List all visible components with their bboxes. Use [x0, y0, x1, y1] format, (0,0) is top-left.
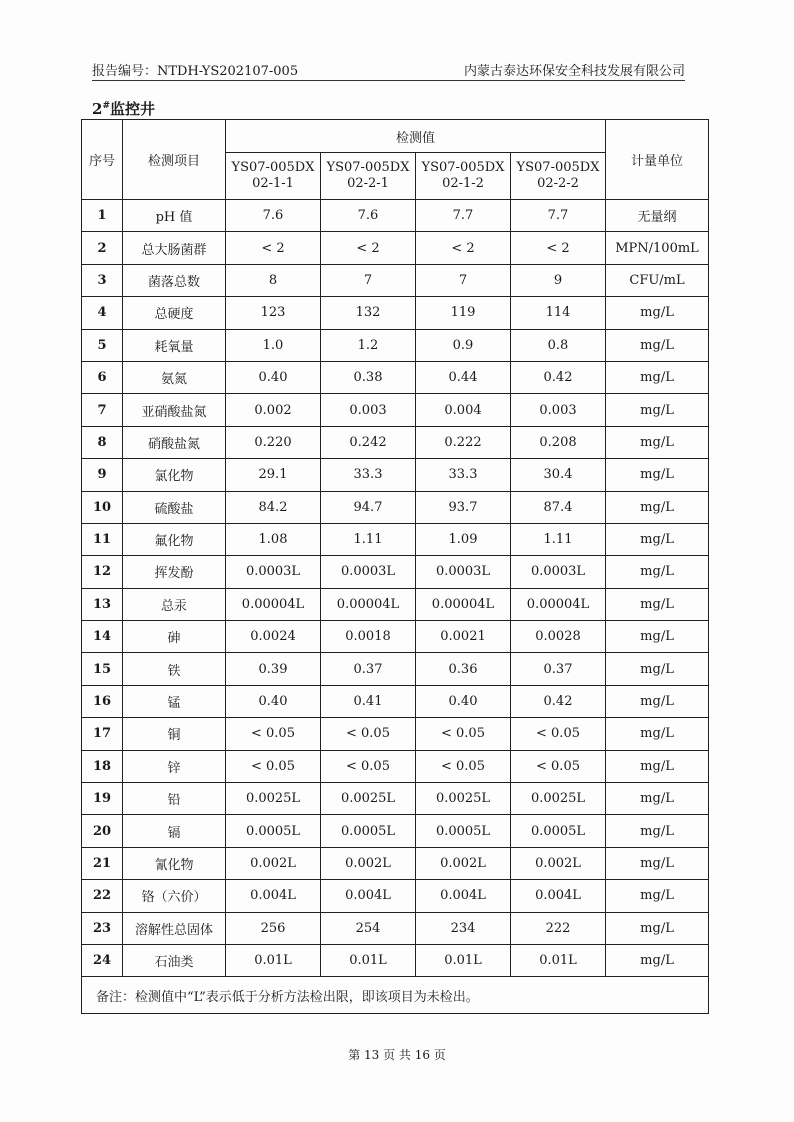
value-cell: 0.0003L: [321, 556, 416, 588]
table-row: [82, 783, 709, 815]
value-cell: 114: [511, 297, 606, 329]
value-cell: 0.0003L: [511, 556, 606, 588]
unit-cell: mg/L: [606, 944, 709, 976]
value-cell: 0.0025L: [511, 783, 606, 815]
table-row: [82, 426, 709, 458]
value-cell: 222: [511, 912, 606, 944]
table-row: [82, 232, 709, 264]
value-cell: 0.41: [321, 685, 416, 717]
item-name: 锰: [123, 685, 226, 717]
row-number: 17: [82, 718, 123, 750]
table-row: [82, 621, 709, 653]
value-cell: 0.0021: [416, 621, 511, 653]
page-number: 第 13 页 共 16 页: [348, 1048, 446, 1062]
value-cell: 0.002L: [321, 847, 416, 879]
item-name: 石油类: [123, 944, 226, 976]
value-cell: 234: [416, 912, 511, 944]
value-cell: 256: [226, 912, 321, 944]
unit-cell: MPN/100mL: [606, 232, 709, 264]
item-name: 氯化物: [123, 459, 226, 491]
row-number: 5: [82, 329, 123, 361]
row-number: 14: [82, 621, 123, 653]
section-title: [92, 98, 155, 119]
value-cell: 0.002L: [511, 847, 606, 879]
unit-cell: mg/L: [606, 523, 709, 555]
value-cell: 1.0: [226, 329, 321, 361]
value-cell: 0.002: [226, 394, 321, 426]
value-cell: 0.40: [416, 685, 511, 717]
value-cell: < 0.05: [321, 750, 416, 782]
item-name: 氟化物: [123, 523, 226, 555]
table-row: [82, 556, 709, 588]
value-cell: 0.004L: [416, 880, 511, 912]
value-cell: 0.003: [511, 394, 606, 426]
table-row: [82, 880, 709, 912]
unit-cell: mg/L: [606, 912, 709, 944]
value-cell: < 0.05: [511, 718, 606, 750]
value-cell: 0.42: [511, 361, 606, 393]
value-cell: 1.11: [321, 523, 416, 555]
item-name: 硝酸盐氮: [123, 426, 226, 458]
value-cell: 1.11: [511, 523, 606, 555]
table-note: 备注：检测值中“L”表示低于分析方法检出限，即该项目为未检出。: [82, 977, 709, 1014]
row-number: 19: [82, 783, 123, 815]
value-cell: < 2: [416, 232, 511, 264]
value-cell: 7: [321, 264, 416, 296]
unit-cell: mg/L: [606, 394, 709, 426]
value-cell: 9: [511, 264, 606, 296]
value-cell: 7.6: [226, 200, 321, 232]
value-cell: < 0.05: [416, 718, 511, 750]
sample-id-line: 02-1-2: [442, 176, 484, 191]
value-cell: 123: [226, 297, 321, 329]
value-cell: 0.01L: [416, 944, 511, 976]
item-name: 砷: [123, 621, 226, 653]
sample-header: [321, 153, 416, 200]
results-table: [81, 119, 709, 1014]
sample-id-line: YS07-005DX: [421, 160, 505, 175]
table-row: [82, 685, 709, 717]
value-cell: 0.004L: [321, 880, 416, 912]
value-cell: < 0.05: [321, 718, 416, 750]
sample-id-line: YS07-005DX: [231, 160, 315, 175]
value-cell: 0.0025L: [321, 783, 416, 815]
value-cell: 0.242: [321, 426, 416, 458]
report-number: 报告编号：NTDH-YS202107-005: [92, 64, 299, 79]
table-row: [82, 847, 709, 879]
value-cell: 0.39: [226, 653, 321, 685]
value-cell: 0.00004L: [226, 588, 321, 620]
sample-id-line: 02-2-1: [347, 176, 389, 191]
value-cell: 1.2: [321, 329, 416, 361]
item-name: 亚硝酸盐氮: [123, 394, 226, 426]
value-cell: 0.0025L: [226, 783, 321, 815]
value-cell: 30.4: [511, 459, 606, 491]
value-cell: 0.208: [511, 426, 606, 458]
row-number: 13: [82, 588, 123, 620]
value-cell: 0.01L: [511, 944, 606, 976]
unit-cell: mg/L: [606, 718, 709, 750]
table-row: [82, 588, 709, 620]
value-cell: 0.40: [226, 361, 321, 393]
value-cell: 0.38: [321, 361, 416, 393]
sample-id-line: YS07-005DX: [516, 160, 600, 175]
item-name: 铬（六价）: [123, 880, 226, 912]
item-name: 总大肠菌群: [123, 232, 226, 264]
value-cell: < 2: [511, 232, 606, 264]
unit-cell: mg/L: [606, 880, 709, 912]
company-name: 内蒙古泰达环保安全科技发展有限公司: [463, 64, 685, 79]
value-cell: 0.01L: [321, 944, 416, 976]
value-cell: 0.002L: [416, 847, 511, 879]
row-number: 24: [82, 944, 123, 976]
unit-cell: mg/L: [606, 847, 709, 879]
header-values: 检测值: [226, 120, 606, 153]
item-name: 铜: [123, 718, 226, 750]
row-number: 8: [82, 426, 123, 458]
page-header: [92, 60, 685, 81]
table-row: [82, 297, 709, 329]
value-cell: 0.004L: [226, 880, 321, 912]
sample-header: [416, 153, 511, 200]
section-title-text: 监控井: [109, 100, 155, 118]
unit-cell: mg/L: [606, 750, 709, 782]
table-row: [82, 944, 709, 976]
value-cell: 8: [226, 264, 321, 296]
row-number: 3: [82, 264, 123, 296]
section-title-number: 2: [92, 100, 103, 118]
value-cell: 0.003: [321, 394, 416, 426]
unit-cell: mg/L: [606, 783, 709, 815]
item-name: 铁: [123, 653, 226, 685]
value-cell: 0.0005L: [416, 815, 511, 847]
section-title-sup: #: [102, 101, 110, 111]
unit-cell: mg/L: [606, 685, 709, 717]
row-number: 10: [82, 491, 123, 523]
row-number: 21: [82, 847, 123, 879]
value-cell: 0.8: [511, 329, 606, 361]
value-cell: 254: [321, 912, 416, 944]
row-number: 6: [82, 361, 123, 393]
item-name: 总硬度: [123, 297, 226, 329]
value-cell: 0.00004L: [416, 588, 511, 620]
value-cell: 0.36: [416, 653, 511, 685]
value-cell: 0.42: [511, 685, 606, 717]
value-cell: 33.3: [416, 459, 511, 491]
unit-cell: mg/L: [606, 426, 709, 458]
table-row: [82, 329, 709, 361]
value-cell: 29.1: [226, 459, 321, 491]
unit-cell: mg/L: [606, 491, 709, 523]
row-number: 12: [82, 556, 123, 588]
unit-cell: mg/L: [606, 621, 709, 653]
item-name: 硫酸盐: [123, 491, 226, 523]
sample-id-line: YS07-005DX: [326, 160, 410, 175]
unit-cell: mg/L: [606, 556, 709, 588]
item-name: 溶解性总固体: [123, 912, 226, 944]
value-cell: 0.0005L: [511, 815, 606, 847]
unit-cell: CFU/mL: [606, 264, 709, 296]
item-name: 氨氮: [123, 361, 226, 393]
value-cell: 33.3: [321, 459, 416, 491]
value-cell: 87.4: [511, 491, 606, 523]
value-cell: 1.08: [226, 523, 321, 555]
unit-cell: mg/L: [606, 297, 709, 329]
row-number: 9: [82, 459, 123, 491]
header-unit: 计量单位: [606, 120, 709, 200]
value-cell: 1.09: [416, 523, 511, 555]
table-row: [82, 394, 709, 426]
table-row: [82, 200, 709, 232]
item-name: 锌: [123, 750, 226, 782]
value-cell: 0.220: [226, 426, 321, 458]
value-cell: 0.40: [226, 685, 321, 717]
table-row: [82, 361, 709, 393]
sample-id-line: 02-1-1: [252, 176, 294, 191]
item-name: 耗氧量: [123, 329, 226, 361]
value-cell: 0.01L: [226, 944, 321, 976]
value-cell: 0.0025L: [416, 783, 511, 815]
value-cell: 0.37: [321, 653, 416, 685]
value-cell: 0.004L: [511, 880, 606, 912]
item-name: 氰化物: [123, 847, 226, 879]
unit-cell: mg/L: [606, 815, 709, 847]
value-cell: 7: [416, 264, 511, 296]
unit-cell: mg/L: [606, 329, 709, 361]
value-cell: 0.0024: [226, 621, 321, 653]
row-number: 2: [82, 232, 123, 264]
value-cell: 93.7: [416, 491, 511, 523]
sample-header: [226, 153, 321, 200]
item-name: 挥发酚: [123, 556, 226, 588]
value-cell: 119: [416, 297, 511, 329]
value-cell: 0.37: [511, 653, 606, 685]
value-cell: 0.9: [416, 329, 511, 361]
unit-cell: mg/L: [606, 588, 709, 620]
table-row: [82, 653, 709, 685]
value-cell: 0.002L: [226, 847, 321, 879]
table-row: [82, 912, 709, 944]
value-cell: < 0.05: [226, 750, 321, 782]
value-cell: < 2: [226, 232, 321, 264]
value-cell: < 0.05: [511, 750, 606, 782]
value-cell: 0.0003L: [416, 556, 511, 588]
table-row: [82, 750, 709, 782]
value-cell: 0.0028: [511, 621, 606, 653]
row-number: 4: [82, 297, 123, 329]
unit-cell: mg/L: [606, 361, 709, 393]
value-cell: 84.2: [226, 491, 321, 523]
sample-header: [511, 153, 606, 200]
value-cell: < 0.05: [226, 718, 321, 750]
row-number: 11: [82, 523, 123, 555]
table-row: [82, 459, 709, 491]
unit-cell: 无量纲: [606, 200, 709, 232]
value-cell: 0.222: [416, 426, 511, 458]
item-name: 总汞: [123, 588, 226, 620]
row-number: 22: [82, 880, 123, 912]
sample-id-line: 02-2-2: [537, 176, 579, 191]
row-number: 23: [82, 912, 123, 944]
value-cell: 0.00004L: [321, 588, 416, 620]
value-cell: < 2: [321, 232, 416, 264]
row-number: 18: [82, 750, 123, 782]
value-cell: 0.004: [416, 394, 511, 426]
row-number: 1: [82, 200, 123, 232]
value-cell: < 0.05: [416, 750, 511, 782]
table-row: [82, 491, 709, 523]
value-cell: 0.0005L: [226, 815, 321, 847]
table-row: [82, 523, 709, 555]
item-name: 菌落总数: [123, 264, 226, 296]
unit-cell: mg/L: [606, 459, 709, 491]
table-row: [82, 264, 709, 296]
row-number: 20: [82, 815, 123, 847]
value-cell: 7.7: [511, 200, 606, 232]
value-cell: 7.7: [416, 200, 511, 232]
value-cell: 0.0005L: [321, 815, 416, 847]
row-number: 16: [82, 685, 123, 717]
row-number: 7: [82, 394, 123, 426]
value-cell: 0.0018: [321, 621, 416, 653]
value-cell: 132: [321, 297, 416, 329]
value-cell: 94.7: [321, 491, 416, 523]
header-seq-no: 序号: [82, 120, 123, 200]
header-item: 检测项目: [123, 120, 226, 200]
item-name: 铅: [123, 783, 226, 815]
item-name: 镉: [123, 815, 226, 847]
value-cell: 7.6: [321, 200, 416, 232]
value-cell: 0.44: [416, 361, 511, 393]
value-cell: 0.00004L: [511, 588, 606, 620]
table-row: [82, 718, 709, 750]
table-row: [82, 815, 709, 847]
row-number: 15: [82, 653, 123, 685]
item-name: pH 值: [123, 200, 226, 232]
unit-cell: mg/L: [606, 653, 709, 685]
value-cell: 0.0003L: [226, 556, 321, 588]
